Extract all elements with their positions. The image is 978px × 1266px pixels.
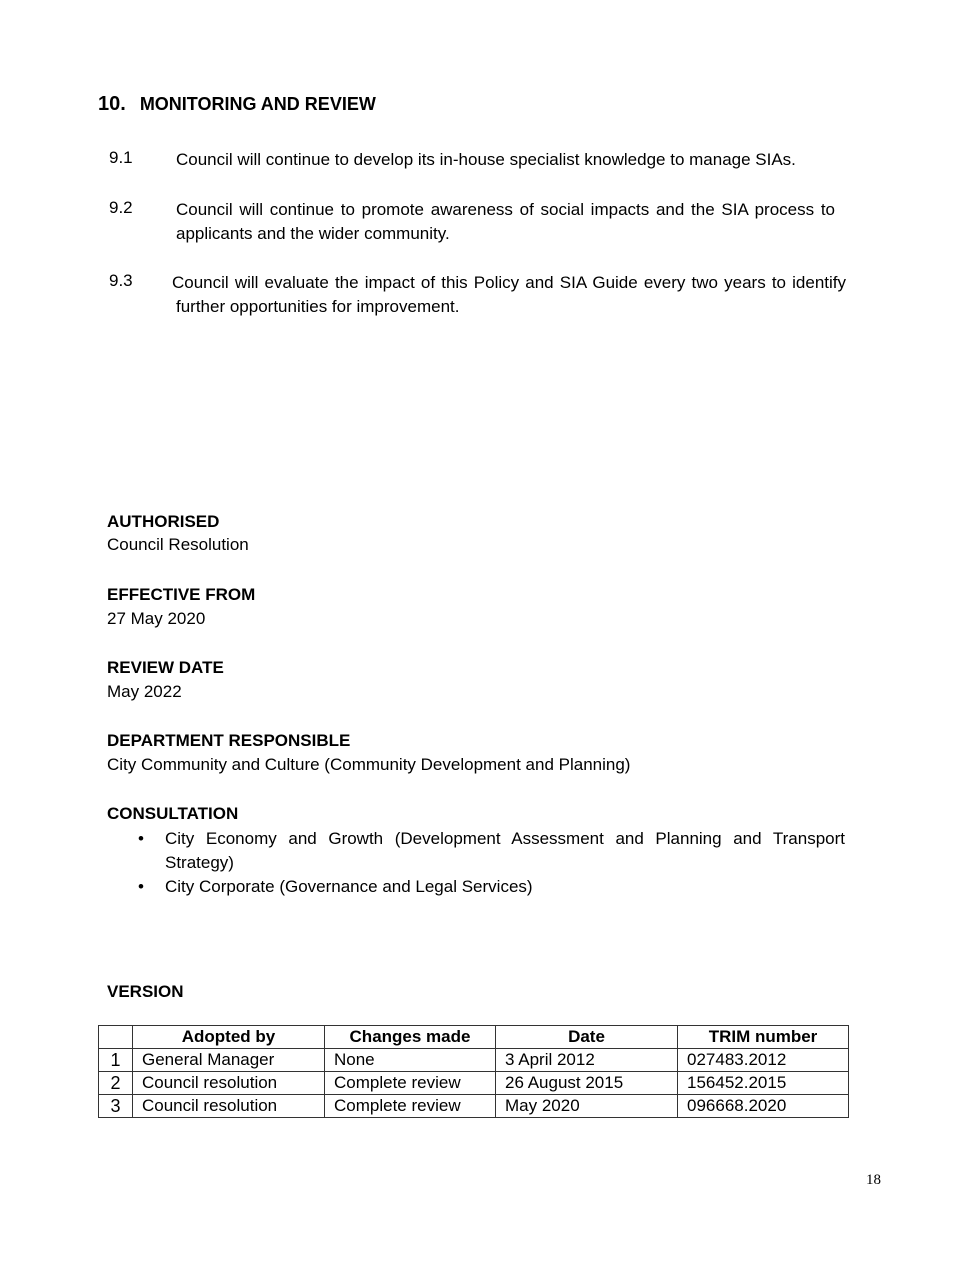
department-value: City Community and Culture (Community Development and Planning) [107,755,631,774]
item-number: 9.1 [109,148,133,167]
department-label: DEPARTMENT RESPONSIBLE [107,731,351,750]
section-heading [98,93,376,116]
column-header: TRIM number [678,1026,849,1049]
column-header: Date [496,1026,678,1049]
table-cell: 096668.2020 [678,1095,849,1118]
table-cell: 3 April 2012 [496,1049,678,1072]
item-number: 9.2 [109,198,133,217]
review-date-label: REVIEW DATE [107,658,224,677]
table-row [99,1072,849,1095]
column-header: Adopted by [133,1026,325,1049]
version-table [98,1025,849,1118]
table-cell: 1 [99,1049,133,1072]
page-number: 18 [866,1172,881,1188]
table-cell: 027483.2012 [678,1049,849,1072]
table-cell: 3 [99,1095,133,1118]
table-cell: 156452.2015 [678,1072,849,1095]
authorised-label: AUTHORISED [107,512,220,531]
table-header-row [99,1026,849,1049]
table-row [99,1095,849,1118]
effective-from-label: EFFECTIVE FROM [107,585,256,604]
consultation-list [135,827,845,899]
item-text: Council will evaluate the impact of this Policy and SIA Guide every two years to identify further opportunities for improvement. [172,273,846,316]
table-cell: 26 August 2015 [496,1072,678,1095]
column-header: Changes made [325,1026,496,1049]
version-label: VERSION [107,982,184,1001]
list-item: • City Economy and Growth (Development Assessment and Planning and Transport Strategy) [135,827,845,875]
section-title: MONITORING AND REVIEW [139,94,376,114]
review-date-value: May 2022 [107,682,182,701]
table-row [99,1049,849,1072]
consultation-label: CONSULTATION [107,804,239,823]
effective-from-value: 27 May 2020 [107,609,206,628]
table-cell: 2 [99,1072,133,1095]
column-header [99,1026,133,1049]
authorised-value: Council Resolution [107,535,249,554]
table-cell: General Manager [133,1049,325,1072]
item-number: 9.3 [109,271,133,290]
item-text: Council will continue to develop its in-house specialist knowledge to manage SIAs. [176,150,796,169]
table-cell: Council resolution [133,1095,325,1118]
list-item: • City Corporate (Governance and Legal Services) [135,875,845,899]
table-cell: Council resolution [133,1072,325,1095]
table-cell: Complete review [325,1072,496,1095]
table-cell: May 2020 [496,1095,678,1118]
section-number: 10. [98,93,126,115]
table-cell: None [325,1049,496,1072]
table-cell: Complete review [325,1095,496,1118]
item-text: Council will continue to promote awareness of social impacts and the SIA process to applicants and the wider community. [176,200,835,243]
